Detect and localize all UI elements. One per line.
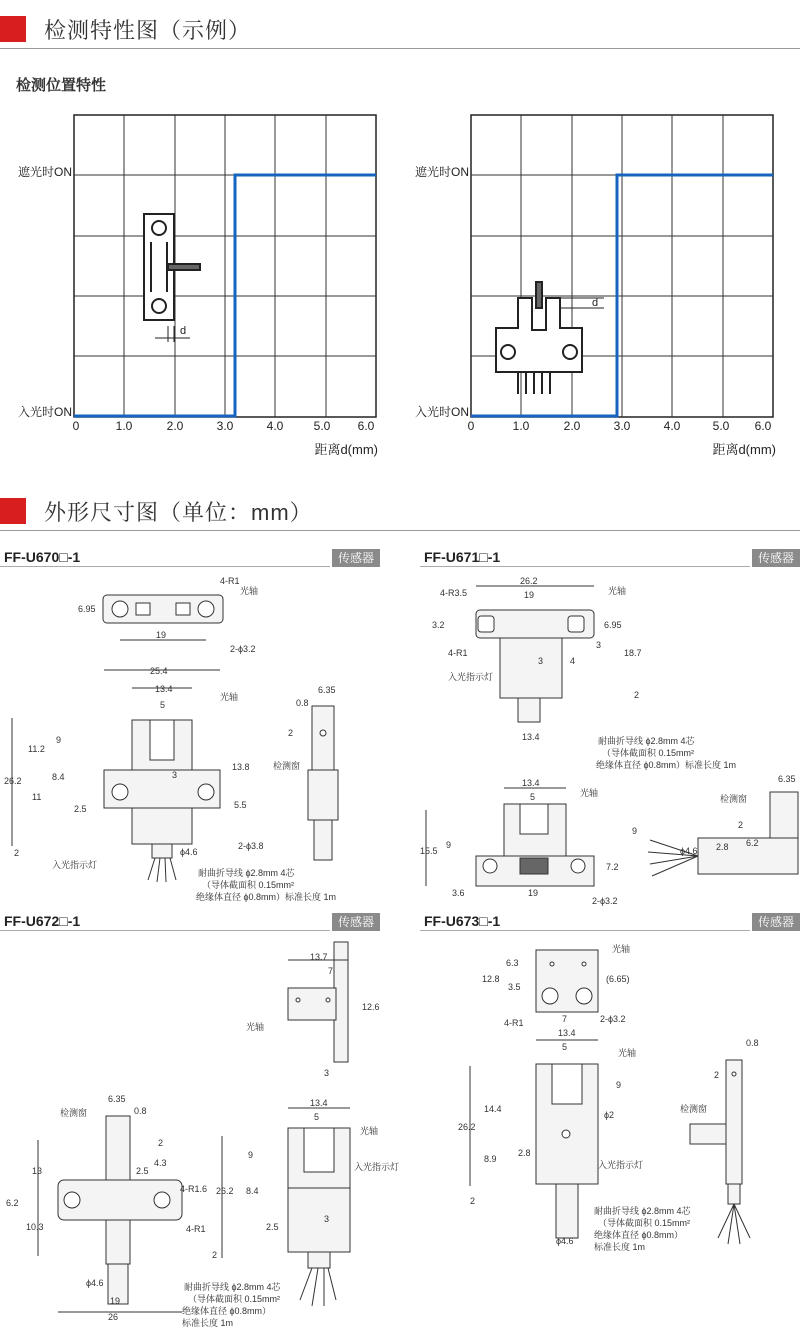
u671-d2: 4-R3.5 [440, 588, 468, 598]
model-name: FF-U670□-1 [4, 549, 81, 565]
u670-d6: 13.4 [155, 684, 173, 694]
sensor-tag: 传感器 [332, 913, 380, 931]
u673-d19: 2 [714, 1070, 720, 1080]
u670-d13: 26.2 [4, 776, 22, 786]
u673-detect-window: 检测窗 [680, 1104, 708, 1114]
u671-d22: ϕ4.6 [680, 846, 698, 856]
u673-d15: 2.8 [518, 1148, 531, 1158]
u670-d11: 8.4 [52, 772, 65, 782]
chart-1-tick-3: 3.0 [216, 419, 234, 433]
u673-d6: 4-R1 [504, 1018, 524, 1028]
chart-2-tick-0: 0 [467, 419, 475, 433]
u672-d9: 4.3 [154, 1158, 167, 1168]
chart-1-y-off: 入光时ON [17, 405, 72, 419]
u670-d20: 6.35 [318, 685, 336, 695]
u671-d1: 26.2 [520, 576, 538, 586]
u673-d12: 14.4 [484, 1104, 502, 1114]
sensor-tag: 传感器 [752, 913, 800, 931]
u671-cable-3: 绝缘体直径 ϕ0.8mm）标准长度 1m [596, 760, 737, 770]
chart-subtitle: 检测位置特性 [16, 77, 107, 94]
u671-axis-label: 光轴 [608, 586, 627, 596]
chart-1-d-label: d [180, 325, 187, 337]
u671-d23: 2.8 [716, 842, 729, 852]
u672-d20: 26.2 [216, 1186, 234, 1196]
u671-d18: 7.2 [606, 862, 619, 872]
u671-side-view [648, 792, 798, 876]
chart-2-tick-6: 6.0 [754, 419, 772, 433]
chart-1-x-ticks [73, 419, 375, 433]
u670-d16: 5.5 [234, 800, 247, 810]
u672-detect-window: 检测窗 [60, 1108, 88, 1118]
u671-d19: 3.6 [452, 888, 465, 898]
u670-d18: ϕ4.6 [180, 847, 198, 857]
drawings-top [0, 570, 800, 910]
u671-d14: 5 [530, 792, 536, 802]
u671-cable-1: 耐曲折导线 ϕ2.8mm 4芯 [598, 736, 695, 746]
u672-axis-label-2: 光轴 [360, 1126, 379, 1136]
u671-d10: 18.7 [624, 648, 642, 658]
u670-d1: 6.95 [78, 604, 96, 614]
section-title: 外形尺寸图（单位：mm） [44, 500, 313, 525]
u673-d17: ϕ4.6 [556, 1236, 574, 1246]
chart-2-tick-1: 1.0 [512, 419, 530, 433]
u672-d8: 13 [32, 1166, 43, 1176]
u673-d13: ϕ2 [604, 1110, 615, 1120]
u672-d23: 2.5 [266, 1222, 279, 1232]
u673-cable-4: 标准长度 1m [594, 1242, 646, 1252]
sensor-tag: 传感器 [332, 549, 380, 567]
u672-d5: 6.35 [108, 1094, 126, 1104]
red-marker [0, 498, 26, 524]
u672-d11: 4-R1.6 [180, 1184, 208, 1194]
u671-d16: 15.5 [420, 846, 438, 856]
u670-d22: 2 [288, 728, 294, 738]
u672-d6: 0.8 [134, 1106, 147, 1116]
u671-d8: 3 [538, 656, 544, 666]
u673-d5: 7 [562, 1014, 568, 1024]
u673-d4: (6.65) [606, 974, 630, 984]
u672-d14: 4-R1 [186, 1224, 206, 1234]
u670-detect-window: 检测窗 [273, 761, 301, 771]
u670-d3: 4-R1 [220, 576, 240, 586]
u671-detect-window: 检测窗 [720, 794, 748, 804]
u672-d15: ϕ4.6 [86, 1278, 104, 1288]
chart-2-tick-5: 5.0 [712, 419, 730, 433]
u672-d21: 9 [248, 1150, 254, 1160]
u671-d11: 2 [634, 690, 640, 700]
u672-d16: 19 [110, 1296, 121, 1306]
u672-indicator: 入光指示灯 [354, 1162, 400, 1172]
u672-d24: 3 [324, 1214, 330, 1224]
chart-2-xlabel: 距离d(mm) [712, 442, 776, 457]
model-bar-u673 [420, 913, 800, 931]
chart-2-y-off: 入光时ON [414, 405, 469, 419]
u673-d2: 12.8 [482, 974, 500, 984]
u672-d4: 3 [324, 1068, 330, 1078]
u672-d13: 10.3 [26, 1222, 44, 1232]
u673-front-view [470, 1040, 598, 1238]
chart-1-tick-1: 1.0 [115, 419, 133, 433]
u672-d2: 7 [328, 966, 334, 976]
red-marker [0, 16, 26, 42]
u671-indicator: 入光指示灯 [448, 672, 494, 682]
divider [420, 930, 750, 931]
u672-d25: 2 [212, 1250, 218, 1260]
u672-right-view [222, 1108, 350, 1306]
chart-2-d-label: d [592, 297, 599, 309]
u670-d5: 25.4 [150, 666, 168, 676]
chart-2-x-ticks [468, 419, 772, 433]
u673-cable-2: （导体截面积 0.15mm² [598, 1218, 691, 1228]
u670-axis-label: 光轴 [240, 586, 259, 596]
u670-indicator: 入光指示灯 [52, 860, 98, 870]
u672-cable-1: 耐曲折导线 ϕ2.8mm 4芯 [184, 1282, 281, 1292]
u672-d1: 13.7 [310, 952, 328, 962]
section-title: 检测特性图（示例） [44, 18, 252, 43]
u671-d3: 19 [524, 590, 535, 600]
u671-top-view [476, 586, 594, 722]
model-bar-u672 [0, 913, 380, 931]
u672-d17: 26 [108, 1312, 119, 1322]
u672-d10: 2.5 [136, 1166, 149, 1176]
chart-1-tick-2: 2.0 [166, 419, 184, 433]
u672-d7: 2 [158, 1138, 164, 1148]
u670-d21: 0.8 [296, 698, 309, 708]
u671-cable-2: （导体截面积 0.15mm² [602, 748, 695, 758]
u673-d7: 2-ϕ3.2 [600, 1014, 626, 1024]
u671-d20: 19 [528, 888, 539, 898]
u670-d9: 9 [56, 735, 62, 745]
chart-1-xlabel: 距离d(mm) [314, 442, 378, 457]
u672-d18: 13.4 [310, 1098, 328, 1108]
u670-d8: 11.2 [28, 744, 45, 754]
chart-2-tick-2: 2.0 [563, 419, 581, 433]
u670-d19: 2 [14, 848, 20, 858]
u672-cable-2: （导体截面积 0.15mm² [188, 1294, 281, 1304]
u670-cable-3: 绝缘体直径 ϕ0.8mm）标准长度 1m [196, 892, 337, 902]
chart-1-tick-4: 4.0 [266, 419, 284, 433]
u672-d12: 6.2 [6, 1198, 19, 1208]
u672-d3: 12.6 [362, 1002, 380, 1012]
u673-axis-label-2: 光轴 [618, 1048, 637, 1058]
u673-cable-1: 耐曲折导线 ϕ2.8mm 4芯 [594, 1206, 691, 1216]
model-name: FF-U671□-1 [424, 549, 501, 565]
chart-2-tick-3: 3.0 [613, 419, 631, 433]
u670-cable-2: （导体截面积 0.15mm² [202, 880, 295, 890]
u673-d10: 9 [616, 1080, 622, 1090]
chart-2 [415, 115, 776, 457]
u670-d7: 5 [160, 700, 166, 710]
characteristic-charts [0, 100, 800, 470]
u672-d22: 8.4 [246, 1186, 259, 1196]
u673-top-view [536, 950, 598, 1012]
chart-1-y-on: 遮光时ON [17, 165, 72, 179]
u671-front-view [426, 788, 594, 886]
u670-d4: 2-ϕ3.2 [230, 644, 256, 654]
u671-d13: 13.4 [522, 778, 540, 788]
u670-d15: 2.5 [74, 804, 87, 814]
u670-cable-1: 耐曲折导线 ϕ2.8mm 4芯 [198, 868, 295, 878]
model-bar-u671 [420, 549, 800, 567]
u672-cable-3: 绝缘体直径 ϕ0.8mm） [182, 1306, 272, 1316]
chart-1-sensor-icon [144, 214, 200, 342]
chart-1 [18, 115, 378, 457]
u670-d10: 13.8 [232, 762, 250, 772]
chart-1-grid [74, 115, 376, 417]
u672-d19: 5 [314, 1112, 320, 1122]
chart-2-sensor-icon [496, 282, 604, 394]
u670-d17: 2-ϕ3.8 [238, 841, 264, 851]
u671-d25: 6.35 [778, 774, 796, 784]
u673-d14: 8.9 [484, 1154, 497, 1164]
u671-d24: 6.2 [746, 838, 759, 848]
u673-indicator: 入光指示灯 [598, 1160, 644, 1170]
chart-2-tick-4: 4.0 [663, 419, 681, 433]
u671-d5: 6.95 [604, 620, 622, 630]
u671-d9: 4 [570, 656, 576, 666]
u671-axis-label-2: 光轴 [580, 788, 599, 798]
u671-d21: 2-ϕ3.2 [592, 896, 618, 906]
u672-axis-label: 光轴 [246, 1022, 265, 1032]
model-name: FF-U672□-1 [4, 913, 81, 929]
u671-d12: 13.4 [522, 732, 540, 742]
model-bar-u670 [0, 549, 380, 567]
u673-d18: 0.8 [746, 1038, 759, 1048]
drawings-bottom [0, 935, 800, 1332]
u673-side-view [690, 1060, 750, 1244]
u673-axis-label: 光轴 [612, 944, 631, 954]
u673-d1: 6.3 [506, 958, 519, 968]
u673-d16: 2 [470, 1196, 476, 1206]
section-header-characteristics [0, 8, 800, 49]
sensor-tag: 传感器 [752, 549, 800, 567]
chart-1-tick-5: 5.0 [313, 419, 331, 433]
u671-d7: 3 [596, 640, 602, 650]
u671-d6: 4-R1 [448, 648, 468, 658]
divider [0, 930, 330, 931]
u671-d26: 2 [738, 820, 744, 830]
u670-axis-label-2: 光轴 [220, 692, 239, 702]
chart-1-tick-6: 6.0 [357, 419, 375, 433]
divider [0, 566, 330, 567]
u670-d2: 19 [156, 630, 167, 640]
u673-d3: 3.5 [508, 982, 521, 992]
u670-side-view [308, 706, 338, 860]
section-header-dimensions [0, 490, 800, 531]
u673-cable-3: 绝缘体直径 ϕ0.8mm） [594, 1230, 684, 1240]
model-name: FF-U673□-1 [424, 913, 501, 929]
chart-2-y-on: 遮光时ON [414, 165, 469, 179]
u671-d4: 3.2 [432, 620, 445, 630]
u673-d8: 13.4 [558, 1028, 576, 1038]
u671-d15: 9 [632, 826, 638, 836]
chart-1-tick-0: 0 [72, 419, 80, 433]
u670-d14: 11 [32, 792, 42, 802]
u671-d17: 9 [446, 840, 452, 850]
u673-d9: 5 [562, 1042, 568, 1052]
u670-d12: 3 [172, 770, 178, 780]
u673-d11: 26.2 [458, 1122, 476, 1132]
u672-cable-4: 标准长度 1m [182, 1318, 234, 1328]
divider [420, 566, 750, 567]
